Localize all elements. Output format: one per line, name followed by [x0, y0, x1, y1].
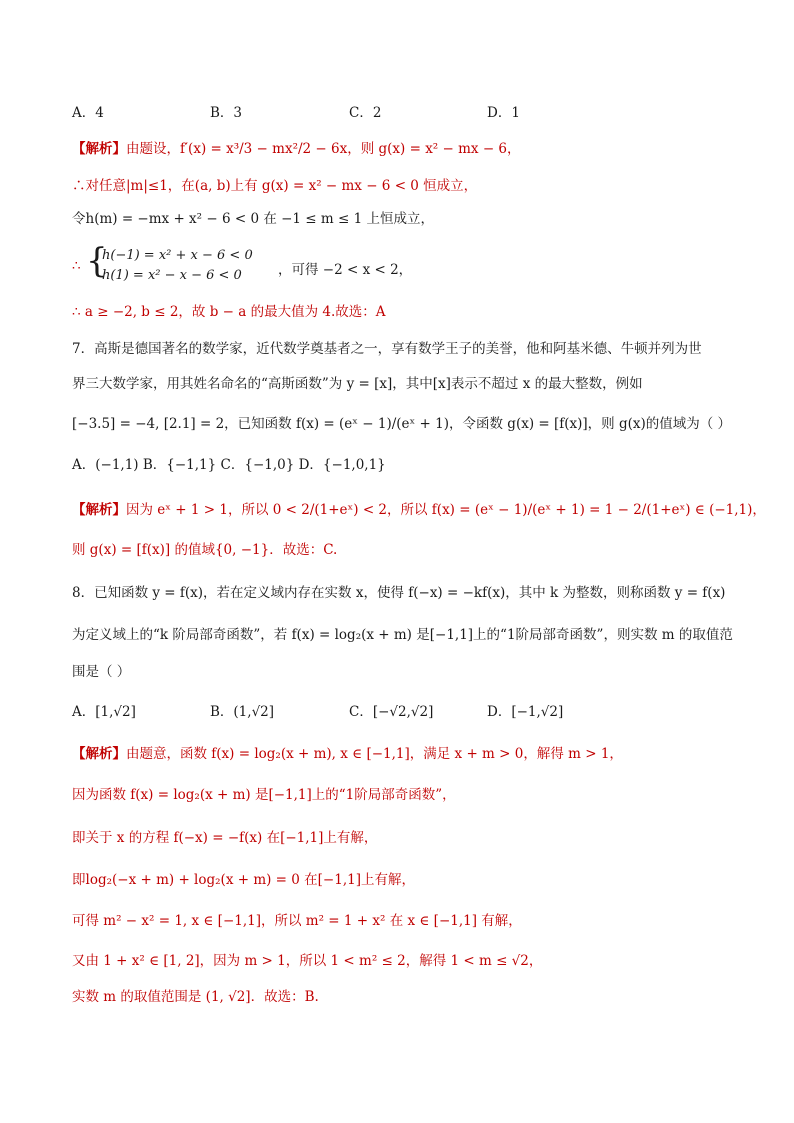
q8-stem-line-1: 8．已知函数 y = f(x)，若在定义域内存在实数 x，使得 f(−x) = −kf(x)，其中 k 为整数，则称函数 y = f(x)	[72, 585, 726, 601]
q7-solution-line-2: 则 g(x) = [f(x)] 的值域{0, −1}．故选：C.	[72, 542, 338, 558]
solution-tag: 【解析】	[72, 746, 126, 762]
q6-option-d: D．1	[487, 105, 520, 121]
q7-stem-line-1: 7．高斯是德国著名的数学家，近代数学奠基者之一，享有数学王子的美誉，他和阿基米德、牛顿并列为世	[72, 341, 702, 357]
solution-text: 因为 eˣ + 1 > 1，所以 0 < 2/(1+eˣ) < 2，所以 f(x) = (eˣ − 1)/(eˣ + 1) = 1 − 2/(1+eˣ) ∈ (−1,1)，	[126, 502, 766, 518]
q8-option-c: C．[−√2,√2]	[349, 704, 434, 720]
q8-solution-line-6: 又由 1 + x² ∈ [1, 2]，因为 m > 1，所以 1 < m² ≤ 2，解得 1 < m ≤ √2，	[72, 953, 543, 969]
q6-option-a: A．4	[72, 105, 104, 121]
q8-solution-line-5: 可得 m² − x² = 1, x ∈ [−1,1]，所以 m² = 1 + x² 在 x ∈ [−1,1] 有解，	[72, 913, 522, 929]
q8-solution-line-1	[72, 744, 623, 764]
solution-tag: 【解析】	[72, 502, 126, 518]
q8-stem-line-2: 为定义域上的“k 阶局部奇函数”，若 f(x) = log₂(x + m) 是[−1,1]上的“1阶局部奇函数”，则实数 m 的取值范	[72, 627, 733, 643]
solution-text: 由题设，f′(x) = x³/3 − mx²/2 − 6x，则 g(x) = x² − mx − 6，	[126, 141, 521, 157]
solution-text: 由题意，函数 f(x) = log₂(x + m), x ∈ [−1,1]，满足 x + m > 0，解得 m > 1，	[126, 746, 623, 762]
system-eq-1: h(−1) = x² + x − 6 < 0	[102, 248, 253, 263]
q6-option-c: C．2	[349, 105, 382, 121]
q8-solution-line-7: 实数 m 的取值范围是 (1, √2]．故选：B.	[72, 989, 319, 1005]
q7-options: A．(−1,1) B．{−1,1} C．{−1,0} D．{−1,0,1}	[72, 457, 386, 473]
q8-option-b: B．(1,√2]	[210, 704, 275, 720]
q8-solution-line-4: 即log₂(−x + m) + log₂(x + m) = 0 在[−1,1]上有解，	[72, 872, 415, 888]
q6-solution-line-5: ∴ a ≥ −2, b ≤ 2，故 b − a 的最大值为 4.故选：A	[72, 304, 386, 320]
therefore-symbol: ∴	[72, 258, 81, 274]
q6-option-b: B．3	[210, 105, 243, 121]
q8-stem-line-3: 围是（ ）	[72, 664, 131, 680]
q8-solution-line-3: 即关于 x 的方程 f(−x) = −f(x) 在[−1,1]上有解，	[72, 830, 378, 846]
q7-stem-line-2: 界三大数学家，用其姓名命名的“高斯函数”为 y = [x]，其中[x]表示不超过 x 的最大整数，例如	[72, 376, 643, 392]
q8-solution-line-2: 因为函数 f(x) = log₂(x + m) 是[−1,1]上的“1阶局部奇函数”，	[72, 787, 456, 803]
system-result: ，可得 −2 < x < 2，	[278, 262, 413, 278]
q6-solution-line-1	[72, 139, 521, 159]
system-eq-2: h(1) = x² − x − 6 < 0	[102, 268, 242, 283]
q7-solution-line-1	[72, 500, 766, 520]
q8-option-a: A．[1,√2]	[72, 704, 136, 720]
solution-tag: 【解析】	[72, 141, 126, 157]
q7-stem-line-3: [−3.5] = −4, [2.1] = 2，已知函数 f(x) = (eˣ − 1)/(eˣ + 1)，令函数 g(x) = [f(x)]，则 g(x)的值域为（ ）	[72, 416, 732, 432]
left-brace: {	[86, 241, 108, 281]
q6-solution-line-2: ∴对任意|m|≤1，在(a, b)上有 g(x) = x² − mx − 6 < 0 恒成立，	[72, 178, 478, 194]
q8-option-d: D．[−1,√2]	[487, 704, 564, 720]
q6-solution-line-3: 令h(m) = −mx + x² − 6 < 0 在 −1 ≤ m ≤ 1 上恒成立，	[72, 211, 434, 227]
